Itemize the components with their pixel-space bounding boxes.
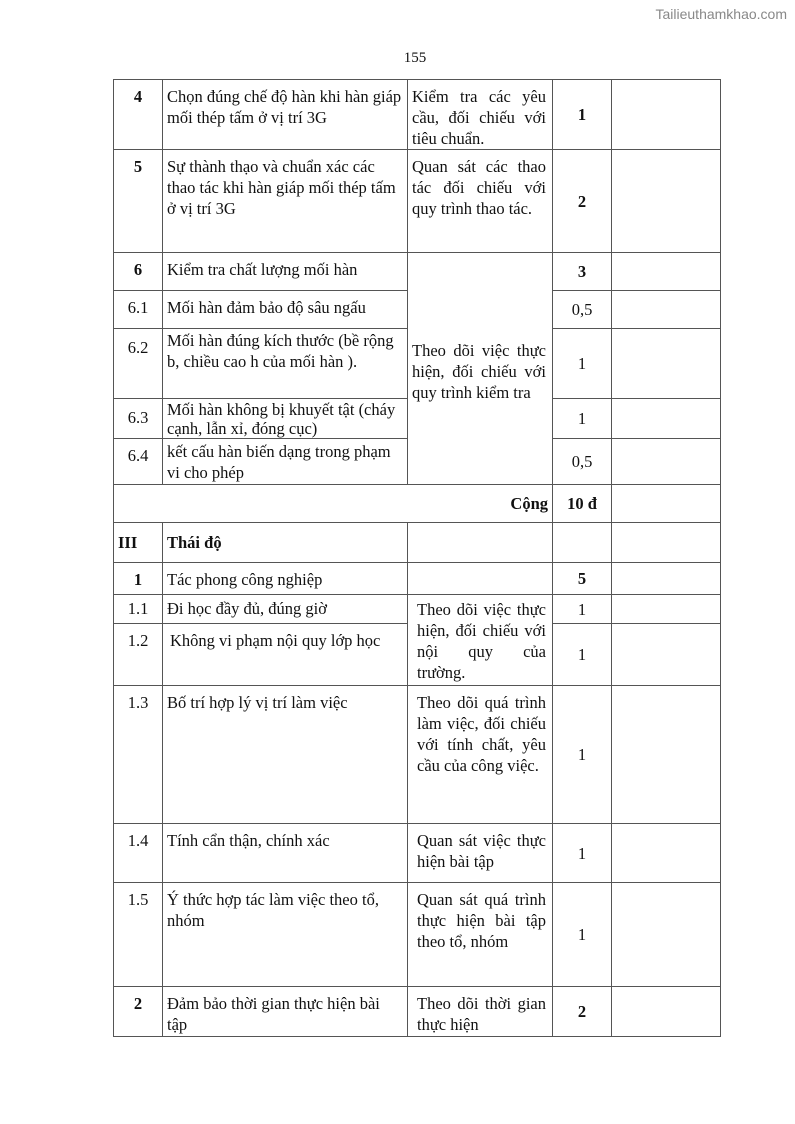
result-cell bbox=[612, 329, 721, 399]
result-cell bbox=[612, 399, 721, 439]
criterion: Chọn đúng chế độ hàn khi hàn giáp mối thép tấm ở vị trí 3G bbox=[163, 80, 408, 150]
criterion: Mối hàn đảm bảo độ sâu ngấu bbox=[163, 291, 408, 329]
criterion: Mối hàn không bị khuyết tật (cháy cạnh, lẫn xỉ, đóng cục) bbox=[163, 399, 408, 439]
score: 1 bbox=[553, 399, 612, 439]
criterion: kết cấu hàn biến dạng trong phạm vi cho phép bbox=[163, 439, 408, 485]
score: 1 bbox=[553, 595, 612, 624]
criterion: Không vi phạm nội quy lớp học bbox=[163, 624, 408, 686]
criterion: Kiểm tra chất lượng mối hàn bbox=[163, 253, 408, 291]
page-number: 155 bbox=[403, 50, 427, 66]
row-number: 6 bbox=[114, 253, 163, 291]
row-number: 6.1 bbox=[114, 291, 163, 329]
row-number: 6.3 bbox=[114, 399, 163, 439]
score: 2 bbox=[553, 150, 612, 253]
row-number: 2 bbox=[114, 987, 163, 1037]
assessment-table bbox=[113, 79, 721, 1037]
criterion: Đi học đầy đủ, đúng giờ bbox=[163, 595, 408, 624]
criterion: Tác phong công nghiệp bbox=[163, 563, 408, 595]
result-cell bbox=[612, 824, 721, 883]
section-number: III bbox=[114, 523, 163, 563]
table-row bbox=[114, 563, 721, 595]
method: Quan sát quá trình thực hiện bài tập theo tổ, nhóm bbox=[408, 883, 553, 987]
method: Theo dõi quá trình làm việc, đối chiếu với tính chất, yêu cầu của công việc. bbox=[408, 686, 553, 824]
row-number: 1.3 bbox=[114, 686, 163, 824]
criterion: Mối hàn đúng kích thước (bề rộng b, chiều cao h của mối hàn ). bbox=[163, 329, 408, 399]
row-number: 1 bbox=[114, 563, 163, 595]
criterion: Bố trí hợp lý vị trí làm việc bbox=[163, 686, 408, 824]
score: 0,5 bbox=[553, 291, 612, 329]
row-number: 6.2 bbox=[114, 329, 163, 399]
row-number: 4 bbox=[114, 80, 163, 150]
score: 1 bbox=[553, 80, 612, 150]
row-number: 1.4 bbox=[114, 824, 163, 883]
total-row bbox=[114, 485, 721, 523]
result-cell bbox=[612, 624, 721, 686]
method bbox=[408, 563, 553, 595]
result-cell bbox=[612, 80, 721, 150]
result-cell bbox=[612, 439, 721, 485]
row-number: 1.1 bbox=[114, 595, 163, 624]
criterion: Đảm bảo thời gian thực hiện bài tập bbox=[163, 987, 408, 1037]
method: Quan sát việc thực hiện bài tập bbox=[408, 824, 553, 883]
result-cell bbox=[612, 253, 721, 291]
criterion: Ý thức hợp tác làm việc theo tổ, nhóm bbox=[163, 883, 408, 987]
result-cell bbox=[612, 291, 721, 329]
result-cell bbox=[612, 563, 721, 595]
result-cell bbox=[612, 150, 721, 253]
score: 1 bbox=[553, 624, 612, 686]
table-row bbox=[114, 80, 721, 150]
row-number: 5 bbox=[114, 150, 163, 253]
total-label: Cộng bbox=[114, 485, 553, 523]
score: 1 bbox=[553, 824, 612, 883]
table-row bbox=[114, 883, 721, 987]
result-cell bbox=[612, 523, 721, 563]
table-row bbox=[114, 686, 721, 824]
criterion: Sự thành thạo và chuẩn xác các thao tác khi hàn giáp mối thép tấm ở vị trí 3G bbox=[163, 150, 408, 253]
method: Theo dõi việc thực hiện, đối chiếu với nội quy của trường. bbox=[408, 595, 553, 686]
method: Quan sát các thao tác đối chiếu với quy trình thao tác. bbox=[408, 150, 553, 253]
result-cell bbox=[612, 987, 721, 1037]
method: Theo dõi việc thực hiện, đối chiếu với quy trình kiểm tra bbox=[408, 253, 553, 485]
row-number: 1.5 bbox=[114, 883, 163, 987]
score: 5 bbox=[553, 563, 612, 595]
result-cell bbox=[612, 883, 721, 987]
table-row bbox=[114, 253, 721, 291]
score: 1 bbox=[553, 883, 612, 987]
table-row bbox=[114, 824, 721, 883]
row-number: 6.4 bbox=[114, 439, 163, 485]
total-score: 10 đ bbox=[553, 485, 612, 523]
result-cell bbox=[612, 595, 721, 624]
score: 0,5 bbox=[553, 439, 612, 485]
score: 3 bbox=[553, 253, 612, 291]
row-number: 1.2 bbox=[114, 624, 163, 686]
score bbox=[553, 523, 612, 563]
score: 1 bbox=[553, 329, 612, 399]
section-row bbox=[114, 523, 721, 563]
section-title: Thái độ bbox=[163, 523, 408, 563]
score: 2 bbox=[553, 987, 612, 1037]
method: Theo dõi thời gian thực hiện bbox=[408, 987, 553, 1037]
table-row bbox=[114, 987, 721, 1037]
method: Kiểm tra các yêu cầu, đối chiếu với tiêu chuẩn. bbox=[408, 80, 553, 150]
result-cell bbox=[612, 686, 721, 824]
table-row bbox=[114, 595, 721, 624]
result-cell bbox=[612, 485, 721, 523]
score: 1 bbox=[553, 686, 612, 824]
table-row bbox=[114, 150, 721, 253]
watermark: Tailieuthamkhao.com bbox=[655, 6, 787, 22]
method bbox=[408, 523, 553, 563]
criterion: Tính cẩn thận, chính xác bbox=[163, 824, 408, 883]
